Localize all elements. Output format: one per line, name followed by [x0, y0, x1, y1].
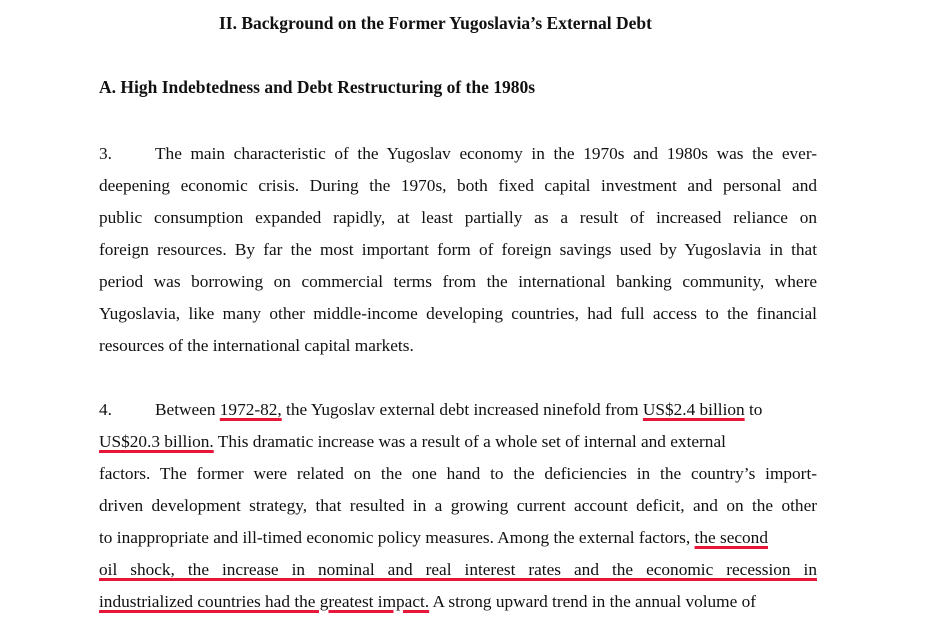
- para4-line-6-underlined: oil shock, the increase in nominal and real interest rates and the economic recession in: [99, 560, 817, 579]
- para3-number: 3.: [99, 144, 112, 163]
- para4-line-2: [99, 432, 817, 452]
- underlined-amount-end: US$20.3 billion.: [99, 432, 214, 451]
- para4-line-1: [99, 400, 817, 420]
- para3-line-2: deepening economic crisis. During the 1970s, both fixed capital investment and personal and: [99, 176, 817, 195]
- para4-text: the Yugoslav external debt increased ninefold from: [281, 400, 643, 419]
- underlined-external-factors-start: the second: [694, 528, 768, 547]
- para3-line-5: period was borrowing on commercial terms from the international banking community, where: [99, 272, 817, 291]
- para4-line-5: [99, 528, 817, 548]
- para4-text: to inappropriate and ill-timed economic policy measures. Among the external factors,: [99, 528, 695, 547]
- para3-line-6: Yugoslavia, like many other middle-income developing countries, had full access to the financial: [99, 304, 817, 323]
- para4-line-3: factors. The former were related on the one hand to the deficiencies in the country’s import-: [99, 464, 817, 483]
- underlined-external-factors-end: industrialized countries had the greatest impact.: [99, 592, 430, 611]
- para3-line-1: [99, 144, 817, 164]
- para3-line-4: foreign resources. By far the most important form of foreign savings used by Yugoslavia in that: [99, 240, 817, 259]
- underlined-years: 1972-82,: [219, 400, 282, 419]
- para4-line-4: driven development strategy, that resulted in a growing current account deficit, and on the other: [99, 496, 817, 515]
- para4-number: 4.: [99, 400, 112, 419]
- para4-text: A strong upward trend in the annual volume of: [429, 592, 756, 611]
- para4-text: Between: [155, 400, 220, 419]
- para4-text: This dramatic increase was a result of a whole set of internal and external: [213, 432, 726, 451]
- para3-line-7: resources of the international capital markets.: [99, 336, 414, 355]
- section-title: II. Background on the Former Yugoslavia’s External Debt: [219, 13, 652, 33]
- para4-text: to: [744, 400, 763, 419]
- para4-line-7: [99, 592, 817, 612]
- para3-text: The main characteristic of the Yugoslav economy in the 1970s and 1980s was the ever-: [155, 144, 817, 163]
- subsection-title: A. High Indebtedness and Debt Restructuring of the 1980s: [99, 77, 536, 97]
- underlined-amount-start: US$2.4 billion: [642, 400, 745, 419]
- para3-line-3: public consumption expanded rapidly, at least partially as a result of increased reliance on: [99, 208, 817, 227]
